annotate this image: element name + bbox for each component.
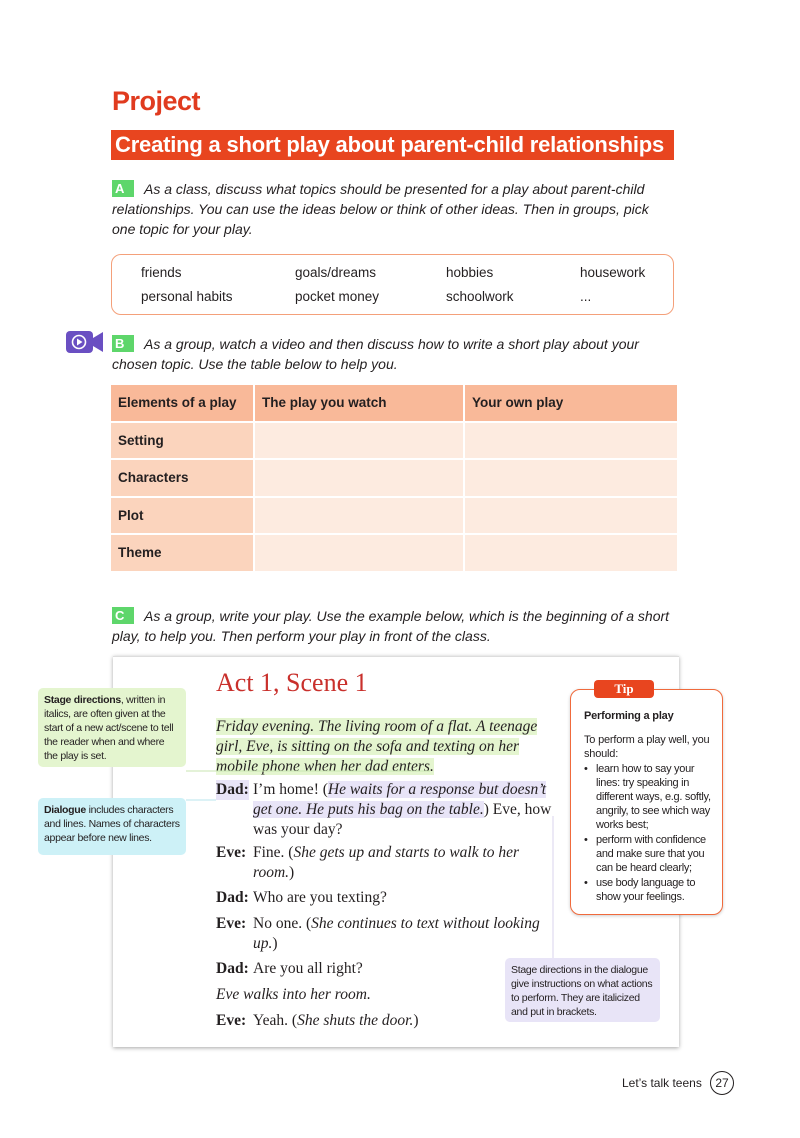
note-term: Stage directions: [44, 694, 121, 706]
line-text: No one. (: [253, 915, 312, 932]
table-row: [111, 498, 677, 536]
line-text: Who are you texting?: [253, 889, 387, 906]
line-text: ): [272, 935, 278, 952]
row-header: Characters: [111, 460, 255, 498]
action-stage-direction: Eve walks into her room.: [216, 986, 371, 1003]
footer-book-title: Let’s talk teens: [622, 1076, 702, 1090]
dialogue-line: [216, 843, 556, 883]
column-header: The play you watch: [255, 385, 465, 423]
table-cell[interactable]: [465, 535, 677, 573]
table-row: [111, 535, 677, 573]
tip-label: Tip: [594, 680, 654, 698]
idea-item: friends: [141, 265, 182, 280]
ideas-box: [111, 254, 674, 315]
dialogue-line: [216, 780, 556, 840]
dialogue-line: [216, 914, 556, 954]
dialogue-line: [216, 888, 516, 908]
note-text: includes characters and lines. Names of characters appear before new lines.: [44, 804, 180, 844]
tip-list: [584, 762, 720, 905]
line-text: ) Eve, how: [483, 801, 552, 818]
speaker-name: Eve:: [216, 1012, 247, 1029]
project-subtitle: Creating a short play about parent-child relationships: [111, 130, 674, 160]
table-row: [111, 423, 677, 461]
speaker-name: Dad:: [216, 889, 249, 906]
line-text: I’m home! (: [253, 781, 328, 798]
line-text: ): [413, 1012, 419, 1029]
task-c-badge: C: [112, 607, 134, 624]
table-cell[interactable]: [255, 498, 465, 536]
line-text: was your day?: [253, 821, 343, 838]
note-term: Dialogue: [44, 804, 86, 816]
row-header: Plot: [111, 498, 255, 536]
elements-table: [111, 385, 677, 573]
idea-item: housework: [580, 265, 646, 280]
line-text: Are you all right?: [253, 960, 363, 977]
tip-item: • use body language to show your feelings.: [584, 876, 720, 904]
stage-direction: get one. He puts his bag on the table.: [253, 801, 484, 818]
dialogue-line: [216, 959, 516, 979]
row-header: Theme: [111, 535, 255, 573]
idea-item: ...: [580, 289, 592, 304]
stage-direction: up.: [253, 935, 273, 952]
speaker-name: Eve:: [216, 844, 247, 861]
column-header: Your own play: [465, 385, 677, 423]
act-title: Act 1, Scene 1: [216, 668, 368, 697]
tip-item: • perform with confidence and make sure that you can be heard clearly;: [584, 833, 720, 875]
idea-item: personal habits: [141, 289, 233, 304]
dialogue-note: [38, 798, 186, 855]
task-a-text: As a class, discuss what topics should be presented for a play about parent-child relationships. You can use the ideas below or think of other ideas. Then in groups, pick one topic for your play.: [112, 181, 649, 237]
idea-item: goals/dreams: [295, 265, 377, 280]
tip-item: • learn how to say your lines: try speaking in different ways, e.g. softly, angrily, to see which way works best;: [584, 762, 720, 832]
table-cell[interactable]: [255, 535, 465, 573]
task-b-badge: B: [112, 335, 134, 352]
table-cell[interactable]: [255, 423, 465, 461]
line-text: Fine. (: [253, 844, 294, 861]
idea-item: pocket money: [295, 289, 380, 304]
table-cell[interactable]: [465, 460, 677, 498]
task-a-badge: A: [112, 180, 134, 197]
line-text: ): [289, 864, 295, 881]
table-header-row: [111, 385, 677, 423]
video-camera-icon[interactable]: [66, 330, 104, 354]
stage-direction: room.: [253, 864, 290, 881]
stage-direction-line: girl, Eve, is sitting on the sofa and texting on her: [216, 738, 520, 755]
stage-direction-line: Friday evening. The living room of a flat. A teenage: [216, 718, 538, 735]
table-cell[interactable]: [255, 460, 465, 498]
stage-direction: She shuts the door.: [297, 1012, 414, 1029]
table-cell[interactable]: [465, 423, 677, 461]
dialogue-line: [216, 1011, 516, 1031]
tip-heading: Performing a play: [584, 710, 674, 722]
table-row: [111, 460, 677, 498]
stage-direction: She gets up and starts to walk to her: [293, 844, 520, 861]
column-header: Elements of a play: [111, 385, 255, 423]
page-number: 27: [710, 1071, 734, 1095]
row-header: Setting: [111, 423, 255, 461]
task-a: [112, 179, 672, 239]
page-title: Project: [112, 86, 201, 116]
stage-direction-line: mobile phone when her dad enters.: [216, 758, 434, 775]
table-cell[interactable]: [465, 498, 677, 536]
speaker-name: Dad:: [216, 781, 249, 798]
stage-directions-dialogue-note: Stage directions in the dialogue give instructions on what actions to perform. They are italicized and put in brackets.: [505, 958, 660, 1022]
note-text: , written in italics, are often given at the start of a new act/scene to tell the reader when and where the play is set.: [44, 694, 174, 762]
task-c: [112, 606, 672, 646]
line-text: Yeah. (: [253, 1012, 298, 1029]
tip-intro: To perform a play well, you should:: [584, 734, 710, 760]
task-c-text: As a group, write your play. Use the example below, which is the beginning of a short play, to help you. Then perform your play in front of the class.: [112, 608, 670, 644]
idea-item: schoolwork: [446, 289, 514, 304]
opening-stage-direction: [216, 717, 537, 777]
speaker-name: Dad:: [216, 960, 249, 977]
task-b: [112, 334, 672, 374]
idea-item: hobbies: [446, 265, 494, 280]
stage-direction: She continues to text without looking: [311, 915, 540, 932]
speaker-name: Eve:: [216, 915, 247, 932]
stage-direction: He waits for a response but doesn’t: [327, 781, 547, 798]
stage-directions-note: [38, 688, 186, 767]
task-b-text: As a group, watch a video and then discuss how to write a short play about your chosen topic. Use the table below to help you.: [112, 336, 639, 372]
